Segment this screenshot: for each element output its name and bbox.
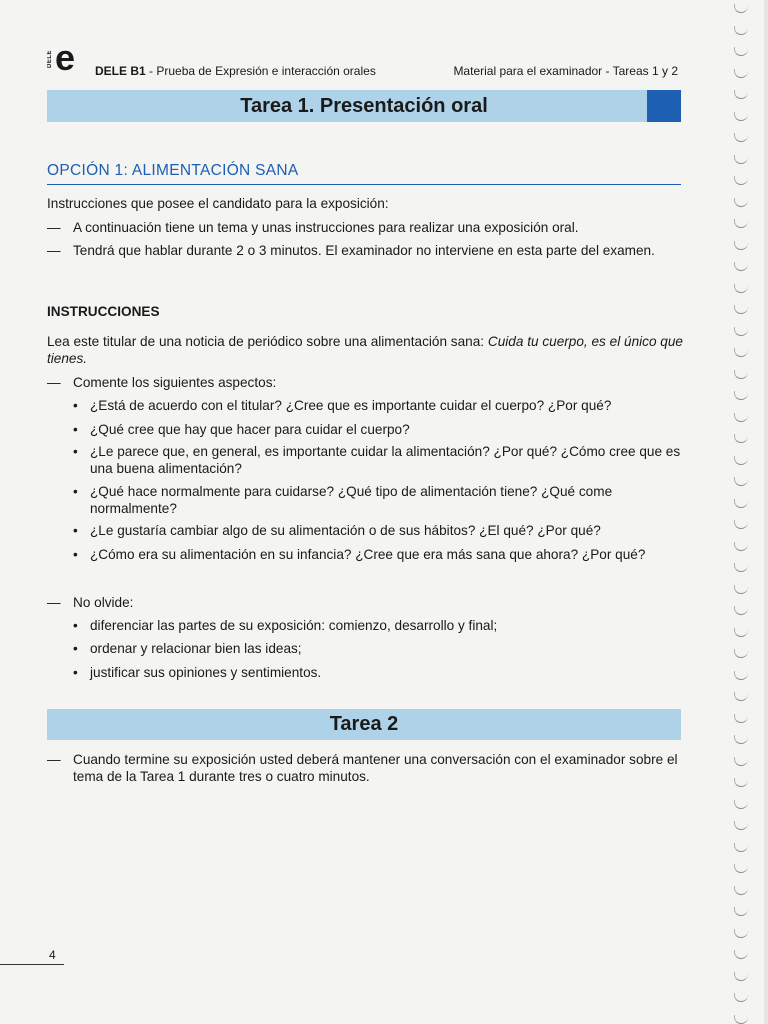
binder-rings bbox=[734, 0, 754, 1024]
binder-ring bbox=[734, 843, 748, 852]
binder-ring bbox=[734, 176, 748, 185]
binder-ring bbox=[734, 69, 748, 78]
aspect-item: • ¿Le gustaría cambiar algo de su alimentación o de sus hábitos? ¿El qué? ¿Por qué? bbox=[73, 522, 683, 539]
binder-ring bbox=[734, 757, 748, 766]
remember-item: • diferenciar las partes de su exposición: comienzo, desarrollo y final; bbox=[73, 617, 683, 634]
binder-ring bbox=[734, 305, 748, 314]
binder-ring bbox=[734, 714, 748, 723]
page-number-rule bbox=[0, 964, 64, 965]
aspect-item: • ¿Qué cree que hay que hacer para cuidar el cuerpo? bbox=[73, 421, 683, 438]
binder-ring bbox=[734, 585, 748, 594]
binder-ring bbox=[734, 821, 748, 830]
binder-ring bbox=[734, 413, 748, 422]
binder-ring bbox=[734, 284, 748, 293]
tarea2-title: Tarea 2 bbox=[329, 713, 399, 735]
binder-ring bbox=[734, 1015, 748, 1024]
binder-ring bbox=[734, 735, 748, 744]
tarea1-title: Tarea 1. Presentación oral bbox=[240, 94, 488, 117]
exam-subtitle: - Prueba de Expresión e interacción orales bbox=[145, 64, 376, 78]
binder-ring bbox=[734, 692, 748, 701]
binder-ring bbox=[734, 370, 748, 379]
binder-ring bbox=[734, 563, 748, 572]
binder-ring bbox=[734, 778, 748, 787]
band-blue-square bbox=[647, 90, 681, 122]
binder-ring bbox=[734, 649, 748, 658]
remember-item: • justificar sus opiniones y sentimientos. bbox=[73, 664, 683, 681]
binder-ring bbox=[734, 972, 748, 981]
binder-ring bbox=[734, 133, 748, 142]
intro-item: — Tendrá que hablar durante 2 o 3 minutos. El examinador no interviene en esta parte del examen. bbox=[47, 242, 683, 259]
binder-ring bbox=[734, 542, 748, 551]
instructions-paragraph bbox=[47, 333, 683, 367]
comment-label: — Comente los siguientes aspectos: bbox=[47, 374, 683, 391]
option-title: OPCIÓN 1: ALIMENTACIÓN SANA bbox=[47, 162, 681, 185]
binder-ring bbox=[734, 90, 748, 99]
binder-ring bbox=[734, 499, 748, 508]
logo-letter: e bbox=[55, 37, 76, 78]
instructions-heading: INSTRUCCIONES bbox=[47, 304, 160, 319]
header-exam-title bbox=[95, 64, 376, 78]
binder-ring bbox=[734, 477, 748, 486]
binder-ring bbox=[734, 886, 748, 895]
remember-item: • ordenar y relacionar bien las ideas; bbox=[73, 640, 683, 657]
binder-ring bbox=[734, 864, 748, 873]
binder-ring bbox=[734, 929, 748, 938]
binder-ring bbox=[734, 520, 748, 529]
binder-ring bbox=[734, 456, 748, 465]
aspect-item: • ¿Le parece que, en general, es importante cuidar la alimentación? ¿Por qué? ¿Cómo cree que es una buena alimentación? bbox=[73, 443, 683, 477]
binder-ring bbox=[734, 4, 748, 13]
header-material-label: Material para el examinador - Tareas 1 y 2 bbox=[453, 64, 678, 78]
binder-ring bbox=[734, 391, 748, 400]
exam-name: DELE B1 bbox=[95, 64, 146, 78]
aspect-item: • ¿Cómo era su alimentación en su infancia? ¿Cree que era más sana que ahora? ¿Por qué? bbox=[73, 546, 683, 563]
binder-ring bbox=[734, 327, 748, 336]
headline-italic: Cuida tu cuerpo, es el único que tienes. bbox=[47, 334, 683, 366]
binder-ring bbox=[734, 155, 748, 164]
intro-text: Instrucciones que posee el candidato para la exposición: bbox=[47, 196, 389, 211]
binder-ring bbox=[734, 950, 748, 959]
tarea2-title-band bbox=[47, 709, 681, 740]
binder-ring bbox=[734, 628, 748, 637]
tarea2-text: — Cuando termine su exposición usted deberá mantener una conversación con el examinador sobre el tema de la Tarea 1 durante tres o cuatro minutos. bbox=[47, 751, 683, 785]
aspect-item: • ¿Está de acuerdo con el titular? ¿Cree que es importante cuidar el cuerpo? ¿Por qué? bbox=[73, 397, 683, 414]
binder-ring bbox=[734, 606, 748, 615]
tarea1-title-band bbox=[47, 90, 681, 122]
binder-ring bbox=[734, 993, 748, 1002]
binder-ring bbox=[734, 198, 748, 207]
binder-ring bbox=[734, 112, 748, 121]
page-edge bbox=[764, 0, 768, 1024]
binder-ring bbox=[734, 800, 748, 809]
aspect-item: • ¿Qué hace normalmente para cuidarse? ¿Qué tipo de alimentación tiene? ¿Qué come normalmente? bbox=[73, 483, 683, 517]
logo-vertical-text: DELE bbox=[47, 50, 53, 69]
binder-ring bbox=[734, 348, 748, 357]
binder-ring bbox=[734, 907, 748, 916]
binder-ring bbox=[734, 434, 748, 443]
intro-item: — A continuación tiene un tema y unas instrucciones para realizar una exposición oral. bbox=[47, 219, 683, 236]
binder-ring bbox=[734, 241, 748, 250]
binder-ring bbox=[734, 262, 748, 271]
binder-ring bbox=[734, 47, 748, 56]
binder-ring bbox=[734, 26, 748, 35]
instructions-text: Lea este titular de una noticia de periódico sobre una alimentación sana: bbox=[47, 334, 488, 349]
dele-logo bbox=[47, 37, 87, 80]
binder-ring bbox=[734, 219, 748, 228]
binder-ring bbox=[734, 671, 748, 680]
page-number: 4 bbox=[49, 948, 56, 962]
remember-label: — No olvide: bbox=[47, 594, 683, 611]
